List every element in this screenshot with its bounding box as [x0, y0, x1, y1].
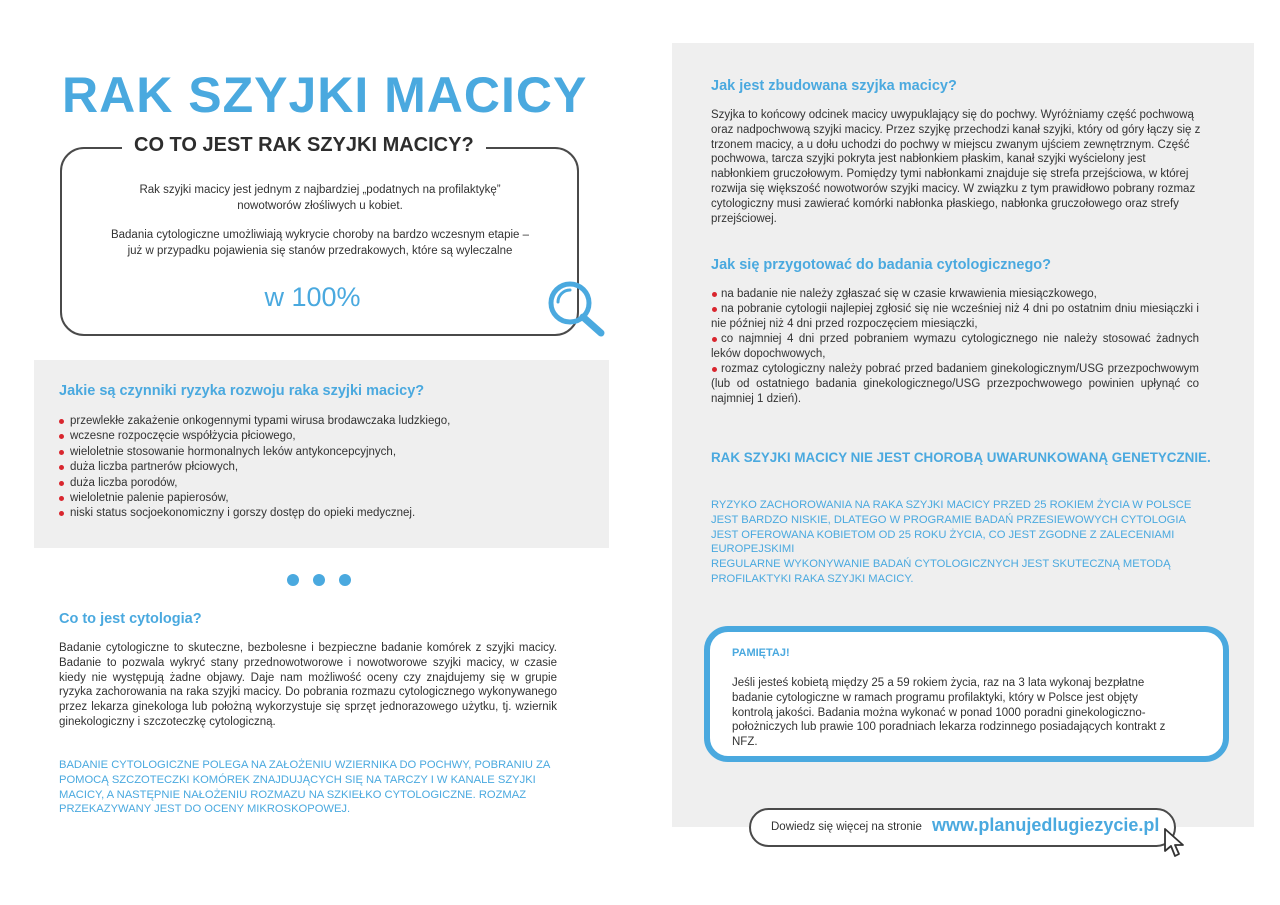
decorative-dot — [287, 574, 299, 586]
list-item: co najmniej 4 dni przed pobraniem wymazu cytologicznego nie należy stosować żadnych leków dopochwowych, — [711, 333, 1199, 360]
intro-paragraph-1: Rak szyjki macicy jest jednym z najbardziej „podatnych na profilaktykę” nowotworów złośliwych u kobiet. — [139, 184, 501, 212]
remember-title: PAMIĘTAJ! — [732, 647, 790, 659]
list-item: wczesne rozpoczęcie współżycia płciowego, — [59, 429, 589, 444]
list-item: duża liczba partnerów płciowych, — [59, 460, 589, 475]
list-item: rozmaz cytologiczny należy pobrać przed badaniem ginekologicznym/USG przezpochwowym (lub od ostatniego badania ginekologicznego/USG przezpochwowego powinien upłynąć co najmniej 1 dzień). — [711, 363, 1199, 405]
risk-factors-list — [59, 414, 589, 522]
website-link[interactable]: www.planujedlugiezycie.pl — [932, 815, 1160, 835]
list-item: duża liczba porodów, — [59, 476, 589, 491]
cytology-text: Badanie cytologiczne to skuteczne, bezbolesne i bezpieczne badanie komórek z szyjki macicy. Badanie to pozwala wykryć stany przednowotworowe i nowotworowe szyjki macicy, w czasie kiedy nie występują żadne objawy. Daje nam możliwość oceny czy znajdujemy się w grupie ryzyka zachorowania na raka szyjki macicy. Do pobrania rozmazu cytologicznego wykonywanego przez lekarza ginekologa lub położną wykorzystuje się sprzęt jednorazowego użytku, tj. wziernik ginekologiczny i szczoteczkę cytologiczną. — [59, 642, 557, 728]
risk-factors-heading: Jakie są czynniki ryzyka rozwoju raka szyjki macicy? — [59, 383, 425, 399]
preparation-list — [711, 287, 1199, 407]
preparation-heading: Jak się przygotować do badania cytologicznego? — [711, 257, 1052, 273]
cursor-icon — [1162, 827, 1190, 859]
regular-screening-caps-text: REGULARNE WYKONYWANIE BADAŃ CYTOLOGICZNYCH JEST SKUTECZNĄ METODĄ PROFILAKTYKI RAKA SZYJKI MACICY. — [711, 558, 1171, 585]
intro-paragraph-2: Badania cytologiczne umożliwiają wykrycie choroby na bardzo wczesnym etapie – już w przypadku pojawienia się stanów przedrakowych, które są wyleczalne — [110, 229, 530, 257]
decorative-dot — [313, 574, 325, 586]
website-label: Dowiedz się więcej na stronie — [771, 821, 922, 833]
list-item: niski status socjoekonomiczny i gorszy dostęp do opieki medycznej. — [59, 506, 589, 521]
list-item: wieloletnie palenie papierosów, — [59, 491, 589, 506]
remember-text: Jeśli jesteś kobietą między 25 a 59 rokiem życia, raz na 3 lata wykonaj bezpłatne badanie cytologiczne w ramach programu profilaktyki, który w Polsce jest objęty kontrolą jakości. Badania można wykonać w ponad 1000 poradni ginekologiczno-położniczych lub prawie 100 poradniach lekarza rodzinnego posiadających kontrakt z NFZ. — [732, 677, 1166, 749]
decorative-dot — [339, 574, 351, 586]
intro-box-title: CO TO JEST RAK SZYJKI MACICY? — [122, 134, 486, 157]
search-icon — [545, 280, 607, 338]
list-item: przewlekłe zakażenie onkogennymi typami wirusa brodawczaka ludzkiego, — [59, 414, 589, 429]
anatomy-text: Szyjka to końcowy odcinek macicy uwypuklający się do pochwy. Wyróżniamy część pochwową oraz nadpochwową szyjki macicy. Przez szyjkę przechodzi kanał szyjki, który od góry łączy się z trzonem macicy, a u dołu uchodzi do pochwy w miejscu zwanym ujściem zewnętrznym. Część pochwowa, tarcza szyjki pokryta jest nabłonkiem płaskim, kanał szyjki wyścielony jest nabłonkiem gruczołowym. Pomiędzy tymi nabłonkami znajduje się strefa przejściowa, w której rozwija się większość nowotworów szyjki macicy. W związku z tym prawidłowo pobrany rozmaz cytologiczny musi zawierać komórki nabłonka płaskiego, nabłonka gruczołowego oraz strefy przejściowej. — [711, 109, 1201, 225]
genetic-heading: RAK SZYJKI MACICY NIE JEST CHOROBĄ UWARUNKOWANĄ GENETYCZNIE. — [711, 450, 1211, 465]
list-item: na pobranie cytologii najlepiej zgłosić się nie wcześniej niż 4 dni po ostatnim dniu miesiączki i nie później niż 4 dni przed rozpoczęciem miesiączki, — [711, 303, 1199, 330]
anatomy-heading: Jak jest zbudowana szyjka macicy? — [711, 78, 957, 94]
cytology-caps-text: BADANIE CYTOLOGICZNE POLEGA NA ZAŁOŻENIU WZIERNIKA DO POCHWY, POBRANIU ZA POMOCĄ SZCZOTECZKI KOMÓREK ZNAJDUJĄCYCH SIĘ NA TARCZY I W KANALE SZYJKI MACICY, A NASTĘPNIE NAŁOŻENIU ROZMAZU NA SZKIEŁKO CYTOLOGICZNE. ROZMAZ PRZEKAZYWANY JEST DO OCENY MIKROSKOPOWEJ. — [59, 759, 550, 816]
age-risk-caps-text: RYZYKO ZACHOROWANIA NA RAKA SZYJKI MACICY PRZED 25 ROKIEM ŻYCIA W POLSCE JEST BARDZO NISKIE, DLATEGO W PROGRAMIE BADAŃ PRZESIEWOWYCH CYTOLOGIA JEST OFEROWANA KOBIETOM OD 25 ROKU ŻYCIA, CO JEST ZGODNE Z ZALECENIAMI EUROPEJSKIMI — [711, 499, 1192, 556]
main-title: RAK SZYJKI MACICY — [62, 67, 588, 123]
list-item: na badanie nie należy zgłaszać się w czasie krwawienia miesiączkowego, — [711, 287, 1199, 302]
list-item: wieloletnie stosowanie hormonalnych leków antykoncepcyjnych, — [59, 445, 589, 460]
cytology-heading: Co to jest cytologia? — [59, 611, 202, 627]
percent-highlight: w 100% — [264, 282, 361, 312]
